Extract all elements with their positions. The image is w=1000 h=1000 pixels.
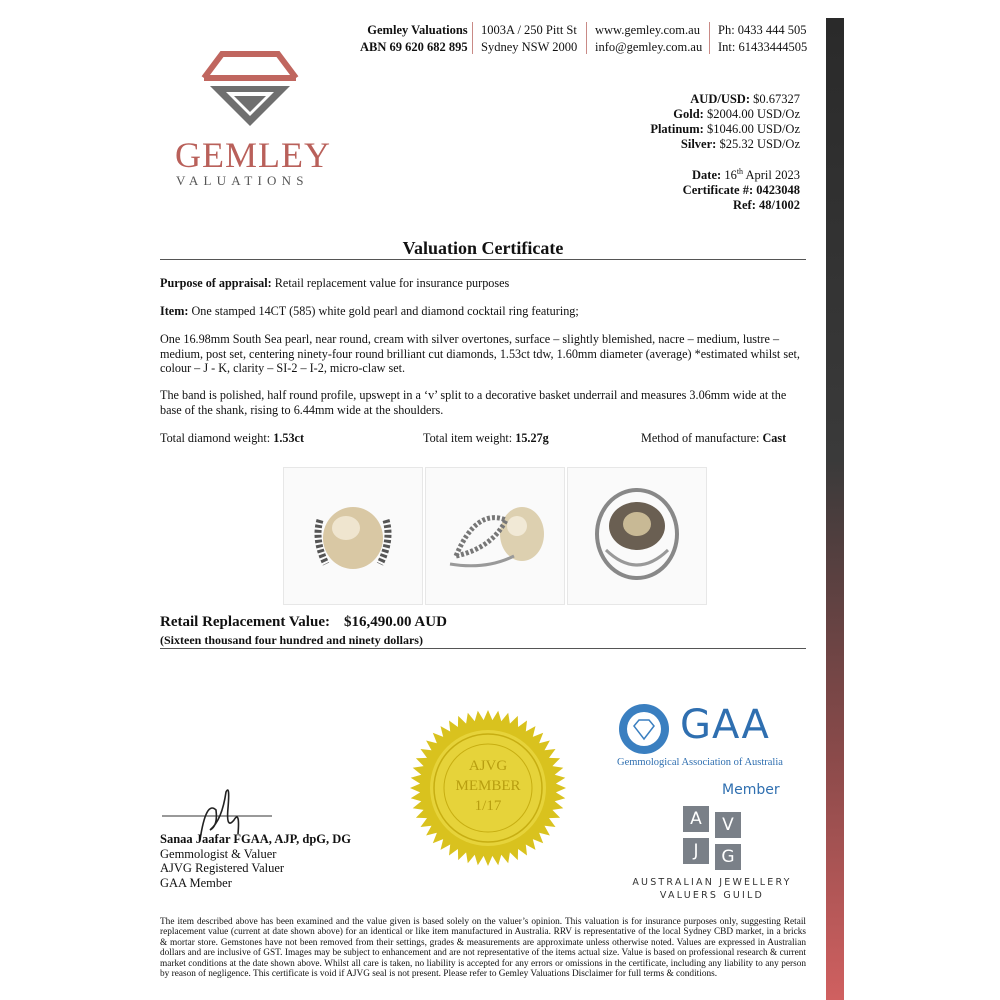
rate-platinum: Platinum: $1046.00 USD/Oz — [650, 122, 800, 136]
valuer-registration: AJVG Registered Valuer — [160, 861, 285, 875]
address-line-1: 1003A / 250 Pitt St — [481, 23, 577, 37]
ajvg-letter: G — [715, 844, 741, 870]
ajvg-logo — [683, 806, 743, 870]
header-company-block — [360, 22, 468, 56]
ajvg-letter: J — [683, 838, 709, 864]
address-line-2: Sydney NSW 2000 — [481, 40, 578, 54]
gaa-member-label: Member — [722, 782, 780, 798]
description-paragraph-1: One 16.98mm South Sea pearl, near round, cream with silver overtones, surface – slightly blemished, nacre – medium, lustre – medium, post set, centering ninety-four round brilliant cut diamonds, 1.53ct tdw, 1.60mm diameter (average) *estimated whilst set, colour – J - K, clarity – SI-2 – I-2, micro-claw set. — [160, 332, 800, 375]
value-divider — [160, 648, 806, 649]
rate-aud-usd: AUD/USD: $0.67327 — [690, 92, 800, 106]
ajvg-member-seal-icon — [408, 708, 568, 868]
ring-photo-front — [283, 467, 423, 605]
seal-text-ajvg: AJVG — [468, 758, 508, 774]
valuer-membership: GAA Member — [160, 875, 232, 890]
page-edge-bar — [826, 18, 844, 1000]
value-in-words: (Sixteen thousand four hundred and ninety dollars) — [160, 633, 423, 647]
company-name: Gemley Valuations — [367, 23, 468, 37]
gaa-emblem-icon — [617, 702, 671, 756]
header-address-block — [481, 22, 577, 56]
total-item-weight: Total item weight: 15.27g — [423, 431, 549, 445]
ajvg-caption-line-2: VALUERS GUILD — [659, 890, 765, 901]
seal-text-member: MEMBER — [455, 778, 521, 794]
ring-photo-underside — [567, 467, 707, 605]
retail-replacement-value: Retail Replacement Value: $16,490.00 AUD — [160, 614, 447, 630]
ajvg-caption — [631, 876, 793, 902]
company-abn: ABN 69 620 682 895 — [360, 40, 468, 54]
ajvg-letter: V — [715, 812, 741, 838]
certificate-date: Date: 16th April 2023 — [692, 167, 800, 183]
page-title: Valuation Certificate — [402, 238, 564, 258]
disclaimer-text: The item described above has been examined and the value given is based solely on the valuer’s opinion. This valuation is for insurance purposes only, suggesting Retail replacement value (current at date shown above) for an identical or like item manufactured in Australia. RRV is representative of the local Sydney CBD market, in a bricks & mortar store. Gemstones have not been removed from their settings, grades & measurements are approximate unless otherwise noted. Values are expressed in Australian dollars and are inclusive of GST. Images may be subject to enhancement and are not representative of the items actual size. Value is based on professional research & current market conditions at the date shown above. Whilst all care is taken, no liability is accepted for any errors or omissions in the certificate, including any liability to any person by reason of negligence. This certificate is void if AJVG seal is not present. Please refer to Gemley Valuations Disclaimer for full terms & conditions. — [160, 917, 806, 980]
valuer-details — [160, 832, 351, 890]
ring-photo-side — [425, 467, 565, 605]
header-divider — [709, 22, 710, 54]
valuer-name: Sanaa Jaafar FGAA, AJP, dpG, DG — [160, 832, 352, 846]
phone-number: Ph: 0433 444 505 — [718, 23, 807, 37]
ajvg-letter: A — [683, 806, 709, 832]
total-diamond-weight: Total diamond weight: 1.53ct — [160, 431, 305, 445]
certificate-number: Certificate #: 0423048 — [682, 183, 800, 198]
intl-phone-number: Int: 61433444505 — [718, 40, 808, 54]
email-link[interactable]: info@gemley.com.au — [595, 40, 703, 54]
certificate-ref: Ref: 48/1002 — [732, 198, 800, 213]
gaa-wordmark: GAA — [680, 702, 770, 748]
ajvg-caption-line-1: AUSTRALIAN JEWELLERY — [632, 877, 792, 888]
header-divider — [586, 22, 587, 54]
manufacture-method: Method of manufacture: Cast — [641, 431, 787, 445]
seal-text-number: 1/17 — [474, 798, 502, 814]
valuer-title: Gemmologist & Valuer — [160, 846, 277, 861]
header-divider — [472, 22, 473, 54]
gaa-subtitle: Gemmological Association of Australia — [617, 757, 783, 768]
certificate-meta — [683, 164, 800, 213]
logo-subtitle: VALUATIONS — [176, 173, 309, 188]
header-phone-block — [718, 22, 807, 56]
purpose-line: Purpose of appraisal: Retail replacement value for insurance purposes — [160, 276, 510, 290]
title-divider — [160, 259, 806, 260]
market-rates — [650, 92, 800, 152]
description-paragraph-2: The band is polished, half round profile, upswept in a ‘v’ split to a decorative basket underrail and measures 3.06mm wide at the base of the shank, rising to 6.44mm wide at the shoulders. — [160, 388, 787, 417]
logo-wordmark: GEMLEY — [175, 135, 331, 175]
rate-gold: Gold: $2004.00 USD/Oz — [673, 107, 800, 121]
rate-silver: Silver: $25.32 USD/Oz — [680, 137, 800, 151]
item-line: Item: One stamped 14CT (585) white gold pearl and diamond cocktail ring featuring; — [160, 304, 579, 318]
header-web-block — [595, 22, 702, 56]
gemley-diamond-logo-icon — [196, 48, 304, 128]
website-link[interactable]: www.gemley.com.au — [595, 23, 700, 37]
